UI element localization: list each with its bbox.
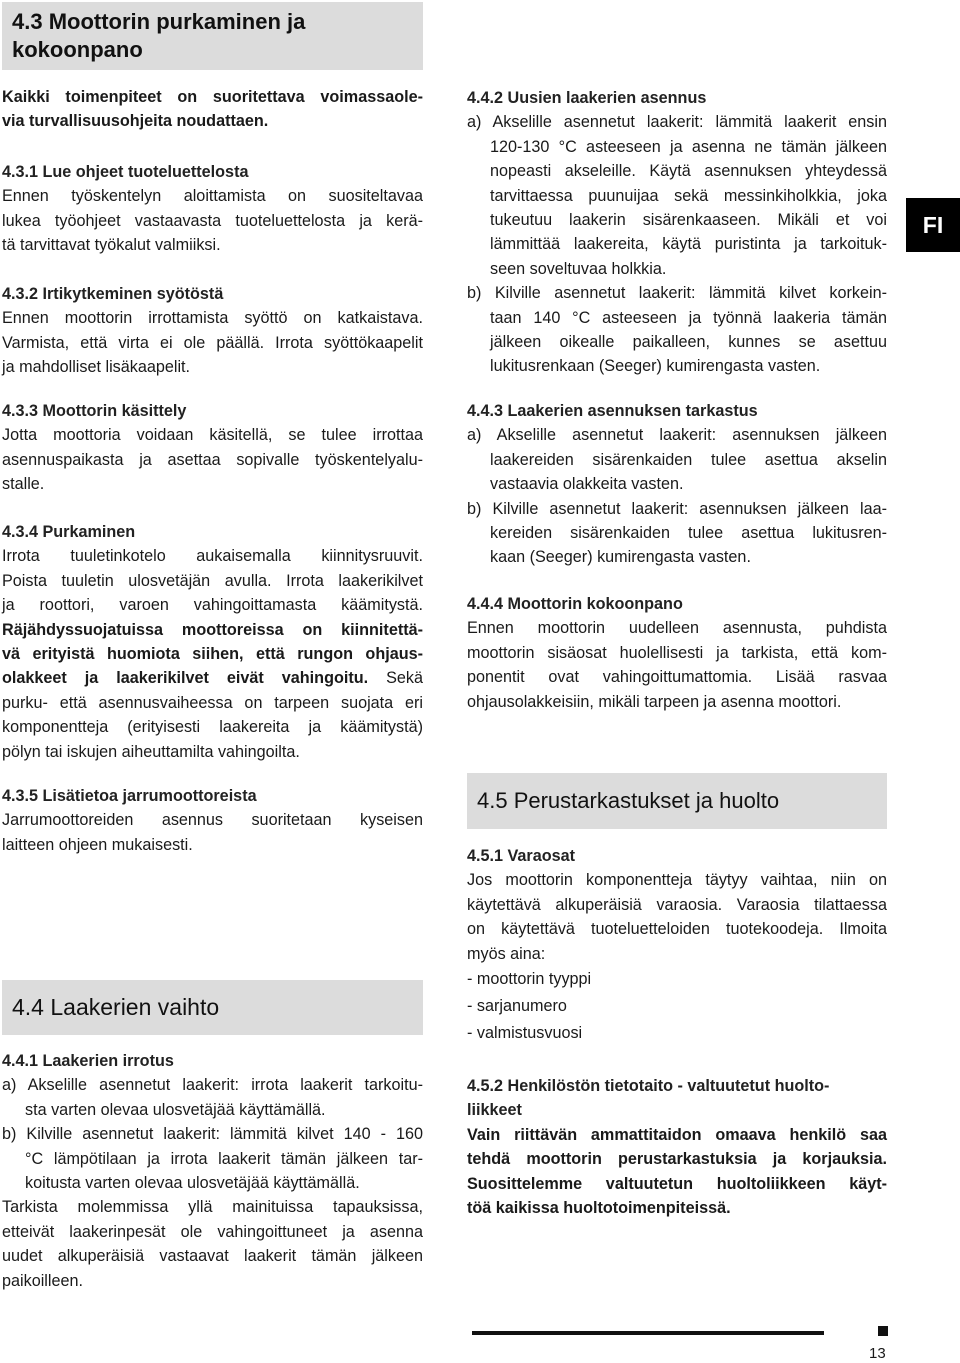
section-4-3-1: 4.3.1 Lue ohjeet tuoteluettelosta Ennen työskentelyn aloittamista on suositeltavaa lukea työohjeet vastaavasta tuoteluettelosta ja kerä- tä tarvittavat työkalut valmiiksi. (2, 160, 423, 258)
subsection-heading: 4.3.1 Lue ohjeet tuoteluettelosta (2, 163, 249, 181)
subsection-heading: 4.5.2 Henkilöstön tietotaito - valtuutetut huolto- (467, 1077, 830, 1095)
section-4-3-5: 4.3.5 Lisätietoa jarrumoottoreista Jarrumoottoreiden asennus suoritetaan kyseisen laitteen ohjeen mukaisesti. (2, 784, 423, 857)
section-title: 4.5 Perustarkastukset ja huolto (477, 788, 780, 813)
section-4-3-4: 4.3.4 Purkaminen Irrota tuuletinkotelo aukaisemalla kiinnitysruuvit. Poista tuuletin ulosvetäjän avulla. Irrota laakerikilvet ja roottori, varoen vahingoittamasta käämitystä. Räjähdyssuojatuissa moottoreissa on kiinnitettä- vä erityistä huomiota siihen, että rungon ohjaus- olakkeet ja laakerikilvet eivät vahingoitu. Sekä purku- että asennusvaiheessa on tarpeen suojata eri komponentteja (erityisesti laakereita ja käämitystä) pölyn tai iskujen aiheuttamilta vahingoilta. (2, 520, 423, 764)
section-title-line-2: kokoonpano (12, 37, 143, 62)
warning-text: vä erityistä huomiota siihen, että rungon ohjaus- (2, 645, 423, 664)
list-item: - valmistusvuosi (467, 1024, 583, 1043)
subsection-heading: 4.3.5 Lisätietoa jarrumoottoreista (2, 787, 257, 805)
subsection-heading: liikkeet (467, 1101, 522, 1120)
section-4-3-title-box (2, 2, 423, 70)
section-4-4-title-box (2, 980, 423, 1035)
subsection-heading: 4.4.1 Laakerien irrotus (2, 1052, 174, 1070)
subsection-heading: 4.4.4 Moottorin kokoonpano (467, 595, 683, 613)
subsection-heading: 4.3.2 Irtikytkeminen syötöstä (2, 285, 224, 303)
warning-text: olakkeet ja laakerikilvet eivät vahingoitu. (2, 669, 369, 688)
section-4-4-2: 4.4.2 Uusien laakerien asennus a) Akselille asennetut laakerit: lämmitä laakerit ensin 120-130 °C asteeseen ja asenna ne tämän jälkeen nopeasti akseleille. Käytä asennuksen yhteydessä tarvittaessa puunuijaa sekä messinkiholkkia, joka tukeutuu laakerin sisärenkaaseen. Mikäli et voi lämmittää laakereita, käytä puristinta ja tarkoituk- seen soveltuvaa holkkia. b) Kilville asennetut laakerit: lämmitä kilvet korkein- taan 140 °C asteeseen ja työnnä laakeria tämän jälkeen oikealle paikalleen, kunnes se asettuu lukitusrenkaan (Seeger) kumirengasta vasten. (467, 86, 887, 379)
subsection-heading: 4.4.3 Laakerien asennuksen tarkastus (467, 402, 758, 420)
subsection-heading: 4.5.1 Varaosat (467, 847, 575, 865)
list-item: - sarjanumero (467, 997, 567, 1016)
page-number: 13 (869, 1345, 886, 1362)
subsection-heading: 4.3.3 Moottorin käsittely (2, 402, 187, 420)
footer-square-marker (878, 1326, 888, 1336)
section-4-4-4: 4.4.4 Moottorin kokoonpano Ennen moottorin uudelleen asennusta, puhdista moottorin sisäosat huolellisesti ja tarkista, että kom- ponentit ovat vahingoittumattomia. Lisää rasvaa ohjausolakkeisiin, mikäli tarpeen ja asenna moottori. (467, 592, 887, 714)
section-4-3-2: 4.3.2 Irtikytkeminen syötöstä Ennen moottorin irrottamista syöttö on katkaistava. Varmista, että virta ei ole päällä. Irrota syöttökaapelit ja mahdolliset lisäkaapelit. (2, 282, 423, 380)
section-4-4-1: 4.4.1 Laakerien irrotus a) Akselille asennetut laakerit: irrota laakerit tarkoitu- sta varten olevaa ulosvetäjää käyttämällä. b) Kilville asennetut laakerit: lämmitä kilvet 140 - 160 °C lämpötilaan ja irrota laakerit tämän jälkeen tar- koitusta varten olevaa ulosvetäjää käyttämällä. Tarkista molemmissa yllä mainituissa tapauksissa, etteivät laakerinpesät ole vahingoittuneet ja asenna uudet alkuperäisiä vastaavat laakerit tämän jälkeen paikoilleen. (2, 1049, 423, 1293)
section-4-5-title-box (467, 773, 887, 829)
footer-rule (472, 1331, 824, 1335)
intro-paragraph: Kaikki toimenpiteet on suoritettava voimassaole- via turvallisuusohjeita noudattaen. (2, 88, 423, 131)
section-4-5-2: 4.5.2 Henkilöstön tietotaito - valtuutetut huolto- liikkeet Vain riittävän ammattitaidon omaava henkilö saa tehdä moottorin perustarkastuksia ja korjauksia. Suosittelemme valtuutetun huoltoliikkeen käyt- töä kaikissa huoltotoimenpiteissä. (467, 1074, 887, 1220)
list-item: - moottorin tyyppi (467, 970, 592, 989)
section-title: 4.4 Laakerien vaihto (12, 994, 220, 1020)
section-4-3-3: 4.3.3 Moottorin käsittely Jotta moottoria voidaan käsitellä, se tulee irrottaa asennuspaikasta ja asettaa sopivalle työskentelyalu- stalle. (2, 399, 423, 497)
section-4-4-3: 4.4.3 Laakerien asennuksen tarkastus a) Akselille asennetut laakerit: asennuksen jälkeen laakereiden sisärenkaiden tulee asettua akselin vastaavia olakkeita vasten. b) Kilville asennetut laakerit: asennuksen jälkeen laa- kereiden sisärenkaiden tulee asettua lukitusren- kaan (Seeger) kumirengasta vasten. (467, 399, 887, 570)
language-tab: FI (906, 198, 960, 252)
subsection-heading: 4.3.4 Purkaminen (2, 523, 136, 541)
section-4-5-1: 4.5.1 Varaosat Jos moottorin komponentteja täytyy vaihtaa, niin on käytettävä alkuperäisiä varaosia. Varaosia tilattaessa on käytettävä tuoteluetteloiden tuotekoodeja. Ilmoita myös aina: - moottorin tyyppi - sarjanumero - valmistusvuosi (467, 844, 887, 1047)
subsection-heading: 4.4.2 Uusien laakerien asennus (467, 89, 707, 107)
warning-text: Räjähdyssuojatuissa moottoreissa on kiinnitettä- (2, 620, 423, 639)
section-title-line-1: 4.3 Moottorin purkaminen ja (12, 9, 306, 34)
